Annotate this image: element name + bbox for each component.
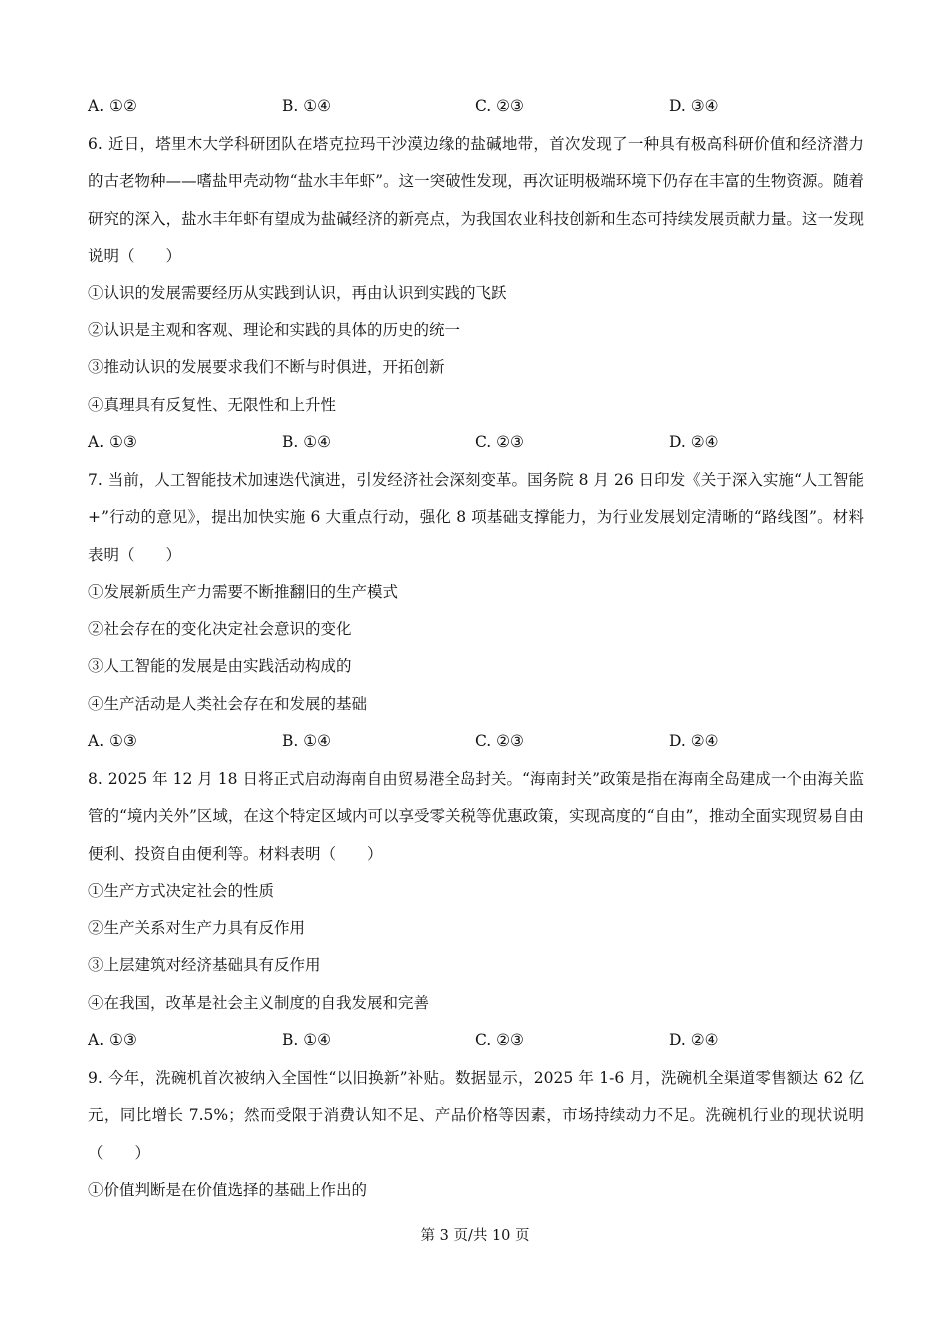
q6-item-1: ①认识的发展需要经历从实践到认识，再由认识到实践的飞跃 <box>88 284 507 302</box>
q7-option-a[interactable]: A. ①③ <box>88 732 137 750</box>
q7-stem: 7. 当前，人工智能技术加速迭代演进，引发经济社会深刻变革。国务院 8 月 26 日印发《关于深入实施“人工智能+”行动的意见》，提出加快实施 6 大重点行动，强化 8 项基础支撑能力，为行业发展划定清晰的“路线图”。材料表明（ ） <box>88 471 864 564</box>
q8-option-a[interactable]: A. ①③ <box>88 1031 137 1049</box>
q6-option-b[interactable]: B. ①④ <box>282 433 332 451</box>
q5-option-d[interactable]: D. ③④ <box>669 97 719 115</box>
page-footer: 第 3 页/共 10 页 <box>420 1228 530 1244</box>
q7-option-c[interactable]: C. ②③ <box>475 732 524 750</box>
q6-option-d[interactable]: D. ②④ <box>669 433 719 451</box>
q5-options <box>88 96 864 116</box>
q7-item-4: ④生产活动是人类社会存在和发展的基础 <box>88 695 368 713</box>
q6-item-2: ②认识是主观和客观、理论和实践的具体的历史的统一 <box>88 321 461 339</box>
q8-options <box>88 1030 864 1050</box>
q7-options <box>88 731 864 751</box>
q7-item-3: ③人工智能的发展是由实践活动构成的 <box>88 657 352 675</box>
q8-item-4: ④在我国，改革是社会主义制度的自我发展和完善 <box>88 994 430 1012</box>
q6-option-c[interactable]: C. ②③ <box>475 433 524 451</box>
q6-item-3: ③推动认识的发展要求我们不断与时俱进，开拓创新 <box>88 358 445 376</box>
q7-item-2: ②社会存在的变化决定社会意识的变化 <box>88 620 352 638</box>
q8-item-1: ①生产方式决定社会的性质 <box>88 882 275 900</box>
q8-option-d[interactable]: D. ②④ <box>669 1031 719 1049</box>
q8-stem: 8. 2025 年 12 月 18 日将正式启动海南自由贸易港全岛封关。“海南封关”政策是指在海南全岛建成一个由海关监管的“境内关外”区域，在这个特定区域内可以享受零关税等优惠政策，实现高度的“自由”，推动全面实现贸易自由便利、投资自由便利等。材料表明（ ） <box>88 770 864 863</box>
q6-option-a[interactable]: A. ①③ <box>88 433 137 451</box>
q8-item-2: ②生产关系对生产力具有反作用 <box>88 919 306 937</box>
q6-item-4: ④真理具有反复性、无限性和上升性 <box>88 396 337 414</box>
q9-stem: 9. 今年，洗碗机首次被纳入全国性“以旧换新”补贴。数据显示，2025 年 1-6 月，洗碗机全渠道零售额达 62 亿元，同比增长 7.5%；然而受限于消费认知不足、产品价格等因素，市场持续动力不足。洗碗机行业的现状说明（ ） <box>88 1069 864 1162</box>
q7-item-1: ①发展新质生产力需要不断推翻旧的生产模式 <box>88 583 399 601</box>
q5-option-a[interactable]: A. ①② <box>88 97 137 115</box>
q8-item-3: ③上层建筑对经济基础具有反作用 <box>88 956 321 974</box>
q8-option-b[interactable]: B. ①④ <box>282 1031 332 1049</box>
q7-option-b[interactable]: B. ①④ <box>282 732 332 750</box>
q8-option-c[interactable]: C. ②③ <box>475 1031 524 1049</box>
q6-options <box>88 432 864 452</box>
q5-option-c[interactable]: C. ②③ <box>475 97 524 115</box>
q7-option-d[interactable]: D. ②④ <box>669 732 719 750</box>
q9-item-1: ①价值判断是在价值选择的基础上作出的 <box>88 1181 368 1199</box>
q5-option-b[interactable]: B. ①④ <box>282 97 332 115</box>
q6-stem: 6. 近日，塔里木大学科研团队在塔克拉玛干沙漠边缘的盐碱地带，首次发现了一种具有极高科研价值和经济潜力的古老物种——嗜盐甲壳动物“盐水丰年虾”。这一突破性发现，再次证明极端环境下仍存在丰富的生物资源。随着研究的深入，盐水丰年虾有望成为盐碱经济的新亮点，为我国农业科技创新和生态可持续发展贡献力量。这一发现说明（ ） <box>88 135 864 266</box>
